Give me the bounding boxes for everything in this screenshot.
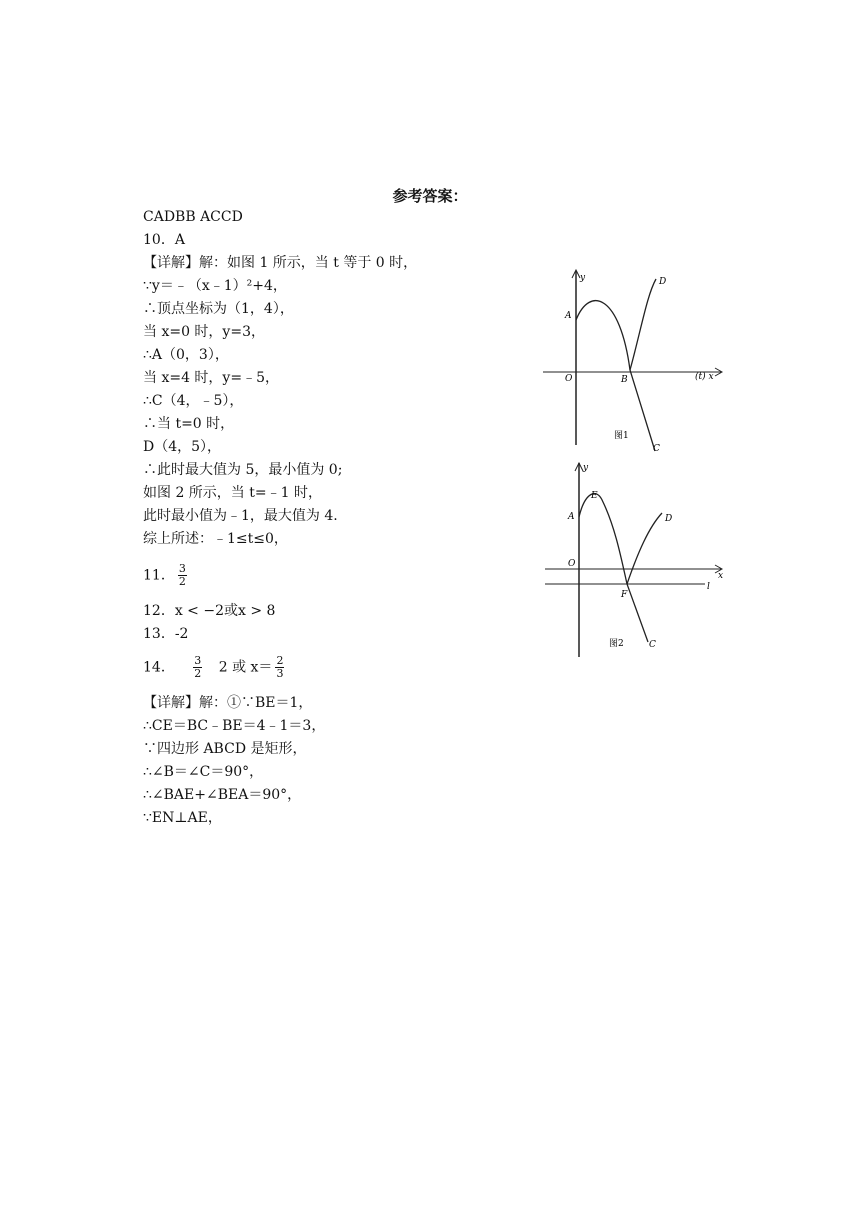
x-label: (t) x: [695, 372, 714, 382]
point-c-label: C: [649, 640, 656, 650]
y-label: y: [583, 463, 589, 473]
parabola-up: [630, 279, 656, 370]
denominator: 2: [178, 575, 186, 588]
figure-caption: 图1: [614, 431, 629, 441]
question-number: 14．: [143, 659, 175, 676]
page-title: 参考答案：: [392, 187, 468, 205]
question-14: [143, 655, 287, 680]
numerator: 3: [178, 562, 186, 575]
question-13: 13．-2: [143, 626, 189, 642]
figure-caption: 图2: [609, 639, 624, 649]
fraction: [178, 563, 187, 588]
point-d-label: D: [659, 277, 667, 287]
y-label: y: [580, 273, 586, 283]
question-number: 11．: [143, 567, 175, 584]
numerator: 2: [276, 654, 284, 667]
solution-line: ∵EN⊥AE，: [143, 810, 222, 826]
question-11: [143, 563, 190, 588]
answer-row-1: CADBB ACCD: [143, 209, 243, 225]
denominator: 2: [194, 667, 202, 680]
origin-label: O: [568, 559, 576, 569]
point-d-label: D: [665, 514, 673, 524]
x-label: x: [718, 571, 724, 581]
solution-line: ∴∠B＝∠C＝90°，: [143, 764, 264, 780]
origin-label: O: [565, 374, 573, 384]
solution-line: ∵y＝﹣（x﹣1）²+4，: [143, 278, 287, 294]
parabola-down: [579, 494, 648, 642]
solution-line: ∴当 t=0 时，: [143, 416, 235, 432]
parabola-up: [627, 513, 662, 584]
solution-line: ∴C（4，﹣5），: [143, 393, 244, 409]
solution-line: 当 x=4 时，y=﹣5，: [143, 370, 279, 386]
solution-line: ∴∠BAE+∠BEA＝90°，: [143, 787, 302, 803]
solution-line: ∴CE＝BC﹣BE＝4﹣1＝3，: [143, 718, 326, 734]
fraction: [193, 655, 202, 680]
point-b-label: B: [621, 375, 628, 385]
solution-line: ∴A（0，3），: [143, 347, 229, 363]
point-e-label: E: [591, 491, 598, 501]
solution-line: 此时最小值为﹣1，最大值为 4.: [143, 508, 338, 524]
solution-line: 综上所述：﹣1≤t≤0，: [143, 531, 288, 547]
l-label: l: [707, 582, 710, 592]
numerator: 3: [194, 654, 202, 667]
figure-2: [535, 457, 730, 662]
denominator: 3: [276, 667, 284, 680]
point-a-label: A: [568, 512, 575, 522]
question-12: 12．x < −2或x > 8: [143, 603, 276, 619]
fraction: [275, 655, 284, 680]
answer-text: 2 或 x＝: [218, 659, 273, 676]
solution-line: ∴此时最大值为 5，最小值为 0;: [143, 462, 343, 478]
point-c-label: C: [653, 444, 660, 454]
solution-line: 如图 2 所示，当 t=﹣1 时，: [143, 485, 322, 501]
point-f-label: F: [621, 590, 628, 600]
figure-1: [535, 265, 730, 460]
parabola-down: [576, 301, 655, 451]
solution-line: 当 x=0 时，y=3，: [143, 324, 265, 340]
question-10: 10．A: [143, 232, 185, 248]
solution-line: ∴顶点坐标为（1，4），: [143, 301, 294, 317]
solution-line: 【详解】解：如图 1 所示，当 t 等于 0 时，: [143, 255, 418, 271]
solution-line: 【详解】解：①∵BE＝1，: [143, 695, 313, 711]
solution-line: D（4，5），: [143, 439, 222, 455]
solution-line: ∵四边形 ABCD 是矩形，: [143, 741, 307, 757]
point-a-label: A: [565, 311, 572, 321]
